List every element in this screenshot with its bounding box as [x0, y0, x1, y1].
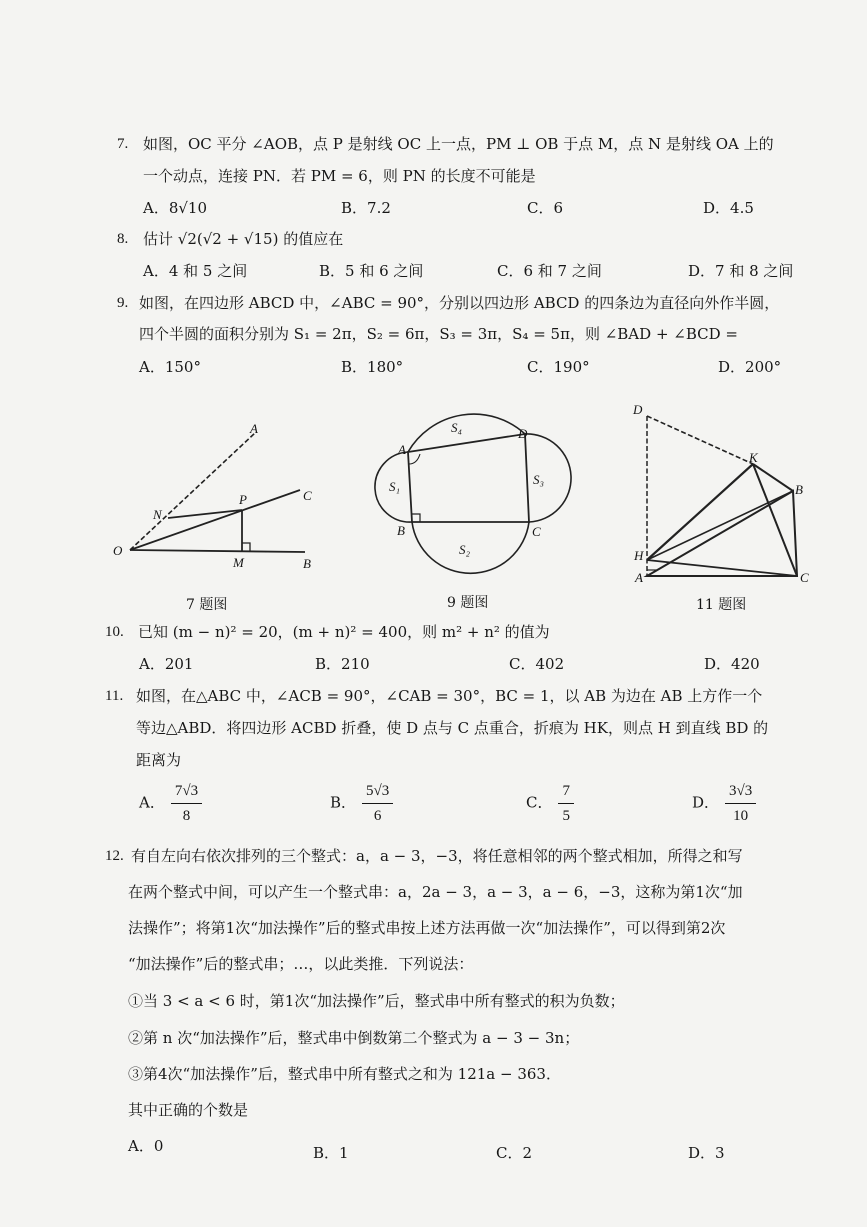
q11-option-a-numerator: 7√3 [171, 781, 202, 804]
label-b: B [795, 482, 803, 497]
q8-option-b: B．5 和 6 之间 [319, 262, 424, 280]
q9-option-d: D．200° [718, 358, 782, 376]
q11-number: 11. [105, 688, 124, 704]
q10-stem-line1: 已知 (m − n)² = 20，(m + n)² = 400，则 m² + n² 的值为 [138, 623, 550, 641]
figure-7 [105, 415, 335, 580]
q8-option-c: C．6 和 7 之间 [497, 262, 602, 280]
label-b: B [303, 556, 311, 571]
q9-number: 9. [117, 295, 129, 311]
q12-option-c: C．2 [496, 1144, 533, 1162]
q11-option-b [330, 781, 393, 826]
q11-option-c-fraction [558, 781, 574, 826]
q12-statement-3: ③第4次“加法操作”后，整式串中所有整式之和为 121a − 363． [128, 1065, 561, 1083]
label-c: C [532, 524, 541, 539]
quadrilateral-abcd [408, 434, 529, 522]
label-b: B [397, 523, 405, 538]
right-angle-mark-m [242, 543, 250, 551]
q9-option-b: B．180° [341, 358, 404, 376]
semicircle-s4 [408, 414, 525, 452]
q10-option-a: A．201 [139, 655, 194, 673]
angle-mark-a [409, 454, 420, 464]
segment-dk-dashed [647, 416, 753, 464]
q11-option-b-numerator: 5√3 [362, 781, 393, 804]
q11-option-b-label: B． [330, 793, 357, 812]
label-s3: S₃ [533, 472, 545, 487]
label-h: H [634, 548, 644, 563]
q12-stem-line3: 法操作”；将第1次“加法操作”后的整式串按上述方法再做一次“加法操作”，可以得到第2次 [128, 919, 726, 937]
label-s2: S₂ [459, 542, 471, 557]
q8-option-d: D．7 和 8 之间 [688, 262, 794, 280]
ray-ob [130, 550, 305, 552]
q12-option-a: A．0 [128, 1137, 164, 1155]
figure-9 [365, 392, 587, 587]
q12-option-b: B．1 [313, 1144, 349, 1162]
segment-hb [647, 491, 793, 560]
q7-option-c: C．6 [527, 199, 564, 217]
q9-option-c: C．190° [527, 358, 590, 376]
q11-option-d-denominator: 10 [733, 808, 749, 824]
q11-option-d [692, 781, 756, 826]
q12-stem-line2: 在两个整式中间，可以产生一个整式串：a，2a − 3，a − 3，a − 6，−3，这称为第1次“加 [128, 883, 743, 901]
label-d: D [518, 426, 528, 441]
q9-option-a: A．150° [139, 358, 201, 376]
q7-option-b: B．7.2 [341, 199, 391, 217]
label-p: P [239, 492, 247, 507]
ray-oa [130, 433, 255, 550]
q11-option-a [139, 781, 202, 826]
label-a: A [398, 442, 406, 457]
label-c: C [303, 488, 312, 503]
figure-7-caption: 7 题图 [186, 597, 228, 613]
q11-option-a-denominator: 8 [182, 808, 191, 824]
q12-option-d: D．3 [688, 1144, 725, 1162]
q11-option-d-fraction [725, 781, 756, 826]
q11-option-b-denominator: 6 [373, 808, 382, 824]
q11-option-a-fraction [171, 781, 202, 826]
semicircle-s3 [525, 434, 571, 522]
q11-option-c-denominator: 5 [562, 808, 570, 824]
label-m: M [233, 555, 244, 570]
label-a: A [250, 421, 258, 436]
q8-option-a: A．4 和 5 之间 [143, 262, 248, 280]
q12-stem-line1: 有自左向右依次排列的三个整式：a，a − 3，−3，将任意相邻的两个整式相加，所得之和写 [131, 847, 743, 865]
label-k: K [749, 450, 758, 465]
q7-option-d: D．4.5 [703, 199, 754, 217]
right-angle-mark-b [412, 514, 420, 522]
figure-11-caption: 11 题图 [696, 597, 747, 613]
q12-stem-line4: “加法操作”后的整式串；…，以此类推．下列说法： [128, 955, 474, 973]
q7-stem-line1: 如图，OC 平分 ∠AOB，点 P 是射线 OC 上一点，PM ⊥ OB 于点 M，点 N 是射线 OA 上的 [143, 135, 774, 153]
semicircle-s2 [412, 522, 529, 573]
q12-conclusion: 其中正确的个数是 [128, 1101, 249, 1119]
q11-option-a-label: A． [139, 793, 165, 812]
q10-number: 10. [105, 624, 124, 640]
q11-option-c-numerator: 7 [558, 781, 574, 804]
label-d: D [633, 402, 643, 417]
q9-stem-line2: 四个半圆的面积分别为 S₁ = 2π，S₂ = 6π，S₃ = 3π，S₄ = 5π，则 ∠BAD + ∠BCD = [139, 325, 738, 343]
figure-9-caption: 9 题图 [447, 595, 489, 611]
segment-kc [753, 464, 797, 576]
label-a: A [635, 570, 643, 585]
label-o: O [113, 543, 123, 558]
q7-number: 7. [117, 136, 129, 152]
q8-number: 8. [117, 231, 129, 247]
q12-number: 12. [105, 848, 124, 864]
label-c: C [800, 570, 809, 585]
q12-statement-2: ②第 n 次“加法操作”后，整式串中倒数第二个整式为 a − 3 − 3n； [128, 1029, 580, 1047]
label-n: N [153, 507, 162, 522]
segment-hc [647, 560, 797, 576]
q11-option-c-label: C． [526, 793, 553, 812]
figure-11 [625, 398, 815, 588]
q11-stem-line2: 等边△ABD．将四边形 ACBD 折叠，使 D 点与 C 点重合，折痕为 HK，则点 H 到直线 BD 的 [136, 719, 769, 737]
label-s4: S₄ [451, 420, 463, 435]
q11-option-d-numerator: 3√3 [725, 781, 756, 804]
q11-stem-line3: 距离为 [136, 751, 182, 769]
q7-stem-line2: 一个动点，连接 PN．若 PM = 6，则 PN 的长度不可能是 [143, 167, 536, 185]
q12-statement-1: ①当 3 < a < 6 时，第1次“加法操作”后，整式串中所有整式的积为负数； [128, 992, 625, 1010]
q10-option-d: D．420 [704, 655, 760, 673]
q11-option-b-fraction [362, 781, 393, 826]
q11-stem-line1: 如图，在△ABC 中，∠ACB = 90°，∠CAB = 30°，BC = 1，以 AB 为边在 AB 上方作一个 [136, 687, 763, 705]
q7-option-a: A．8√10 [143, 199, 208, 217]
q8-stem-line1: 估计 √2(√2 + √15) 的值应在 [143, 230, 344, 248]
label-s1: S₁ [389, 479, 401, 494]
q11-option-d-label: D． [692, 793, 720, 812]
q10-option-b: B．210 [315, 655, 370, 673]
q9-stem-line1: 如图，在四边形 ABCD 中，∠ABC = 90°，分别以四边形 ABCD 的四条边为直径向外作半圆， [139, 294, 780, 312]
q11-option-c [526, 781, 574, 826]
q10-option-c: C．402 [509, 655, 565, 673]
